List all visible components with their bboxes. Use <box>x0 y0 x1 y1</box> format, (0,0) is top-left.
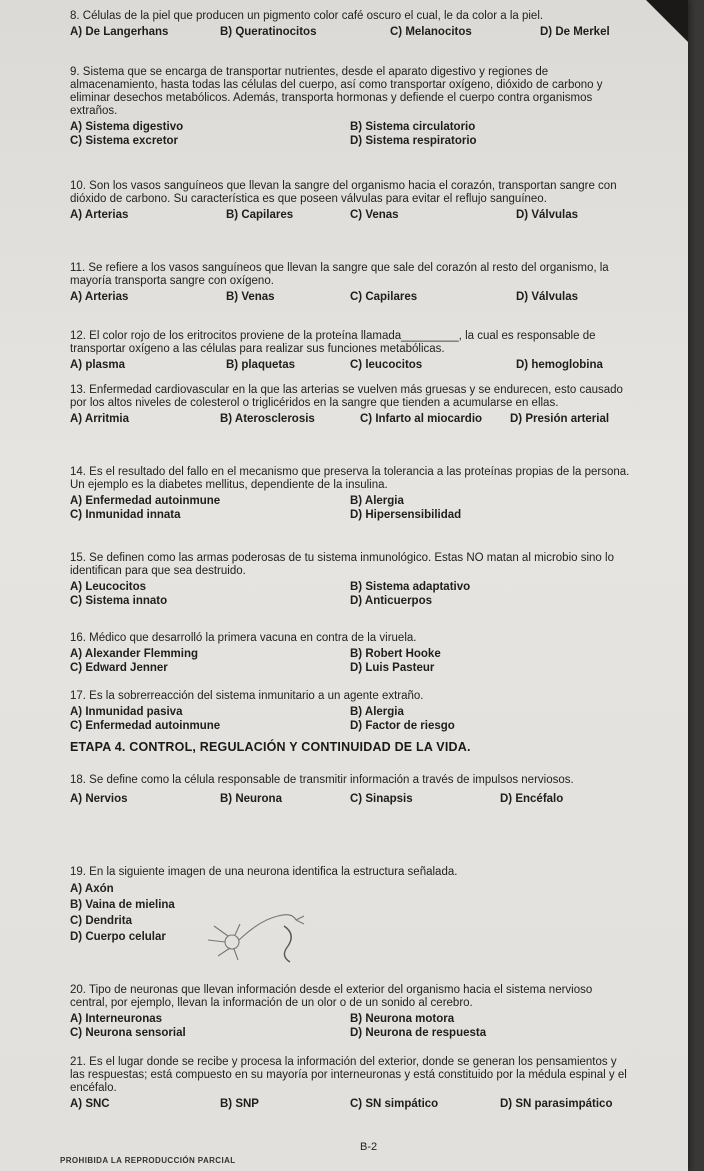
option-d: D) hemoglobina <box>516 359 603 371</box>
option-d: D) De Merkel <box>540 26 610 38</box>
page-number: B-2 <box>360 1141 378 1153</box>
option-b: B) Venas <box>226 291 275 303</box>
question-text: 17. Es la sobrerreacción del sistema inmunitario a un agente extraño. <box>70 690 424 702</box>
question-19 <box>70 866 630 944</box>
question-13 <box>70 384 630 426</box>
option-b: B) Capilares <box>226 209 294 221</box>
question-18 <box>70 774 630 806</box>
question-10 <box>70 180 630 222</box>
option-d: D) Válvulas <box>516 291 578 303</box>
stage-title: ETAPA 4. CONTROL, REGULACIÓN Y CONTINUIDAD DE LA VIDA. <box>70 740 471 754</box>
question-16 <box>70 632 630 675</box>
option-c: C) Sistema excretor <box>70 135 179 147</box>
option-b: B) Alergia <box>350 495 404 507</box>
footer-notice: PROHIBIDA LA REPRODUCCIÓN PARCIAL <box>60 1156 236 1165</box>
option-c: C) Inmunidad innata <box>70 509 181 521</box>
question-text: 9. Sistema que se encarga de transportar nutrientes, desde el aparato digestivo y regiones de almacenamiento, hasta todas las células del cuerpo, así como transportar oxígeno, dióxido de carbono y eliminar desechos metabólicos. Además, transporta hormonas y defiende el cuerpo contra organismos extraños. <box>70 66 603 117</box>
option-a: A) Sistema digestivo <box>70 121 184 133</box>
question-15 <box>70 552 630 608</box>
option-a: A) Arritmia <box>70 413 129 425</box>
neuron-cell-body <box>225 935 239 949</box>
option-c: C) leucocitos <box>350 359 423 371</box>
option-a: A) Arterias <box>70 209 129 221</box>
option-a: A) plasma <box>70 359 125 371</box>
option-d: D) Sistema respiratorio <box>350 135 477 147</box>
question-text: 16. Médico que desarrolló la primera vacuna en contra de la viruela. <box>70 632 417 644</box>
question-8 <box>70 10 630 39</box>
option-d: D) Hipersensibilidad <box>350 509 462 521</box>
option-b: B) Sistema circulatorio <box>350 121 476 133</box>
option-b: B) Robert Hooke <box>350 648 441 660</box>
option-d: D) Neurona de respuesta <box>350 1027 487 1039</box>
option-d: D) Luis Pasteur <box>350 662 435 674</box>
question-text: 8. Células de la piel que producen un pigmento color café oscuro el cual, le da color a la piel. <box>70 10 544 22</box>
option-d: D) Válvulas <box>516 209 578 221</box>
question-text: 11. Se refiere a los vasos sanguíneos que llevan la sangre que sale del corazón al resto del organismo, la mayoría transporta sangre con oxígeno. <box>70 262 609 287</box>
option-a: A) Alexander Flemming <box>70 648 199 660</box>
question-text: 14. Es el resultado del fallo en el mecanismo que preserva la tolerancia a las proteínas propias de la persona. Un ejemplo es la diabetes mellitus, dependiente de la insulina. <box>70 466 630 491</box>
option-b: B) Queratinocitos <box>220 26 317 38</box>
question-20 <box>70 984 630 1040</box>
option-b: B) Neurona <box>220 793 282 805</box>
option-a: A) Nervios <box>70 793 128 805</box>
question-21 <box>70 1056 630 1111</box>
option-c: C) Venas <box>350 209 399 221</box>
option-a: A) Leucocitos <box>70 581 147 593</box>
option-b: B) plaquetas <box>226 359 296 371</box>
option-c: C) Enfermedad autoinmune <box>70 720 221 732</box>
option-a: A) Enfermedad autoinmune <box>70 495 221 507</box>
option-c: C) Sinapsis <box>350 793 413 805</box>
question-text: 13. Enfermedad cardiovascular en la que las arterias se vuelven más gruesas y se endurecen, esto causado por los altos niveles de colesterol o triglicéridos en la sangre que tienden a acumularse en ellas. <box>70 384 623 409</box>
option-d: D) Factor de riesgo <box>350 720 455 732</box>
option-b: B) SNP <box>220 1098 259 1110</box>
option-a: A) SNC <box>70 1098 110 1110</box>
question-9 <box>70 66 630 148</box>
option-b: B) Aterosclerosis <box>220 413 315 425</box>
option-d: D) Presión arterial <box>510 413 610 425</box>
option-d: D) Encéfalo <box>500 793 564 805</box>
option-c: C) Sistema innato <box>70 595 168 607</box>
option-b: B) Vaina de mielina <box>70 899 175 911</box>
option-c: C) Edward Jenner <box>70 662 168 674</box>
neuron-diagram <box>200 890 310 980</box>
question-text: 18. Se define como la célula responsable de transmitir información a través de impulsos nerviosos. <box>70 774 574 786</box>
option-d: D) SN parasimpático <box>500 1098 613 1110</box>
question-text: 15. Se definen como las armas poderosas de tu sistema inmunológico. Estas NO matan al microbio sino lo identifican para que sea destruido. <box>70 552 614 577</box>
question-text: 21. Es el lugar donde se recibe y procesa la información del exterior, donde se generan los pensamientos y las respuestas; está compuesto en su mayoría por interneuronas y está constituido por la médula espinal y el encéfalo. <box>70 1056 627 1094</box>
neuron-terminals <box>296 916 304 924</box>
option-d: D) Anticuerpos <box>350 595 432 607</box>
option-b: B) Neurona motora <box>350 1013 455 1025</box>
option-b: B) Sistema adaptativo <box>350 581 471 593</box>
question-text: 10. Son los vasos sanguíneos que llevan la sangre del organismo hacia el corazón, transportan sangre con dióxido de carbono. Su característica es que poseen válvulas para evitar el reflujo sanguíneo. <box>70 180 617 205</box>
option-a: A) Arterias <box>70 291 129 303</box>
question-text: 20. Tipo de neuronas que llevan información desde el exterior del organismo hacia el sistema nervioso central, por ejemplo, llevan la información de un olor o de un sonido al cerebro. <box>70 984 593 1009</box>
question-text: 19. En la siguiente imagen de una neurona identifica la estructura señalada. <box>70 866 458 878</box>
option-a: A) De Langerhans <box>70 26 169 38</box>
option-c: C) Dendrita <box>70 915 132 927</box>
question-14 <box>70 466 630 522</box>
option-c: C) Capilares <box>350 291 418 303</box>
question-12 <box>70 330 630 372</box>
neuron-dendrites <box>208 924 240 960</box>
option-c: C) Infarto al miocardio <box>360 413 483 425</box>
option-a: A) Interneuronas <box>70 1013 163 1025</box>
question-text: 12. El color rojo de los eritrocitos proviene de la proteína llamada_________, la cual es responsable de transportar oxígeno a las células para realizar sus funciones metabólicas. <box>70 330 596 355</box>
option-a: A) Axón <box>70 883 114 895</box>
option-c: C) Melanocitos <box>390 26 472 38</box>
option-b: B) Alergia <box>350 706 404 718</box>
option-c: C) SN simpático <box>350 1098 439 1110</box>
question-11 <box>70 262 630 304</box>
option-c: C) Neurona sensorial <box>70 1027 186 1039</box>
question-17 <box>70 690 630 733</box>
neuron-pointer <box>284 926 291 962</box>
dark-corner <box>646 0 688 42</box>
option-a: A) Inmunidad pasiva <box>70 706 183 718</box>
neuron-axon <box>239 915 296 940</box>
option-d: D) Cuerpo celular <box>70 931 166 943</box>
